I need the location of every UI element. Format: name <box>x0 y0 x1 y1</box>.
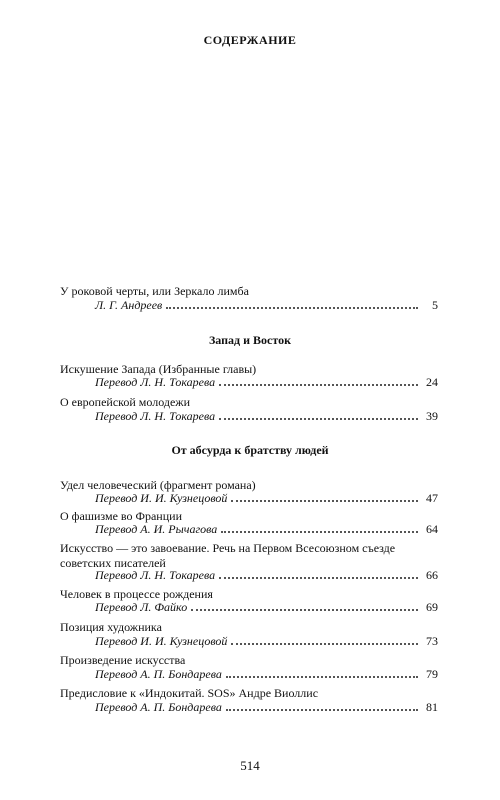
toc-entry-line <box>60 409 438 425</box>
toc-entry-page: 47 <box>426 491 438 505</box>
dot-leader <box>226 708 418 711</box>
toc-entry-title: О европейской молодежи <box>60 395 191 409</box>
toc-entry-title: Искушение Запада (Избранные главы) <box>60 362 257 376</box>
toc-entry-author: Перевод И. И. Кузнецовой <box>95 491 228 505</box>
toc-entry-title: Позиция художника <box>60 620 162 634</box>
toc-entry-line <box>60 600 438 616</box>
toc-entry-author: Перевод Л. Н. Токарева <box>95 375 216 389</box>
dot-leader <box>221 530 418 533</box>
toc-entry-line <box>60 491 438 507</box>
toc-entry-author: Л. Г. Андреев <box>95 298 163 312</box>
toc-entry-page: 79 <box>426 667 438 681</box>
toc-entry-page: 24 <box>426 375 438 389</box>
toc-entry-line <box>60 568 438 584</box>
toc-entry-title: Предисловие к «Индокитай. SOS» Андре Виоллис <box>60 686 319 700</box>
toc-entry-page: 64 <box>426 522 438 536</box>
toc-entry-title: О фашизме во Франции <box>60 509 182 523</box>
toc-entry-author: Перевод А. П. Бондарева <box>95 667 222 681</box>
toc-entry-page: 66 <box>426 568 438 582</box>
toc-entry-line <box>60 634 438 650</box>
toc-entry-author: Перевод А. П. Бондарева <box>95 700 222 714</box>
toc-entry-author: Перевод А. И. Рычагова <box>95 522 218 536</box>
toc-entry-page: 5 <box>432 298 438 312</box>
toc-entry-title: Искусство — это завоевание. Речь на Первом Всесоюзном съезде советских писателей <box>60 541 396 570</box>
toc-entry-page: 39 <box>426 409 438 423</box>
dot-leader <box>219 576 418 579</box>
page-number: 514 <box>240 758 260 773</box>
toc-entry-page: 69 <box>426 600 438 614</box>
toc-entry-author: Перевод Л. Н. Токарева <box>95 409 216 423</box>
toc-entry-title: Человек в процессе рождения <box>60 587 213 601</box>
toc-entry-line <box>60 667 438 683</box>
toc-entry-line <box>60 298 438 314</box>
toc-entry-page: 73 <box>426 634 438 648</box>
toc-entry-line <box>60 700 438 716</box>
section-heading: Запад и Восток <box>208 333 292 347</box>
toc-entry-line <box>60 522 438 538</box>
toc-entry-author: Перевод Л. Н. Токарева <box>95 568 216 582</box>
toc-entry-title: Удел человеческий (фрагмент романа) <box>60 478 256 492</box>
toc-entry-author: Перевод Л. Файко <box>95 600 188 614</box>
toc-entry-page: 81 <box>426 700 438 714</box>
dot-leader <box>219 417 418 420</box>
toc-entry-author: Перевод И. И. Кузнецовой <box>95 634 228 648</box>
dot-leader <box>191 608 418 611</box>
dot-leader <box>219 383 418 386</box>
toc-entry-line <box>60 375 438 391</box>
section-heading: От абсурда к братству людей <box>171 443 329 457</box>
toc-entry-title: У роковой черты, или Зеркало лимба <box>60 284 249 298</box>
dot-leader <box>231 499 418 502</box>
page-title: СОДЕРЖАНИЕ <box>203 33 297 47</box>
dot-leader <box>226 675 418 678</box>
dot-leader <box>166 306 418 309</box>
dot-leader <box>231 642 418 645</box>
toc-entry-title: Произведение искусства <box>60 653 186 667</box>
